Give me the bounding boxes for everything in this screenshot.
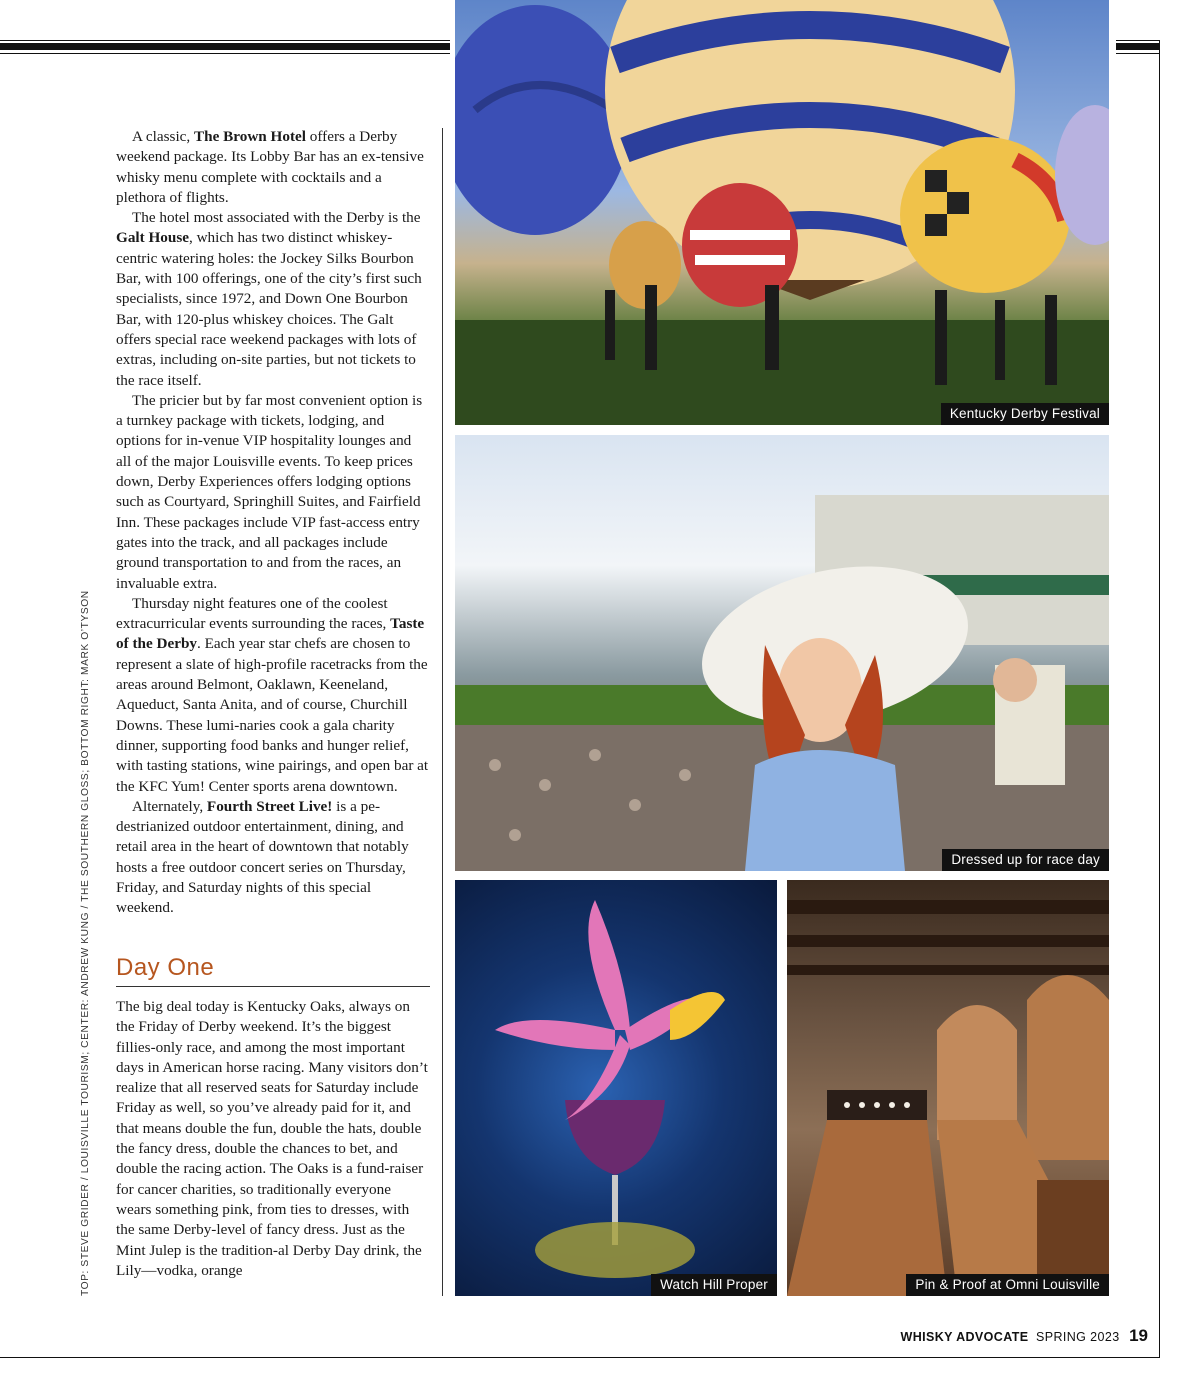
photo-cocktail xyxy=(455,880,777,1296)
paragraph: The big deal today is Kentucky Oaks, always on the Friday of Derby weekend. It’s the biggest fillies-only race, and among the most important days in American horse racing. Many visitors don’t realize that all reserved seats for Saturday include Friday as well, so you’ve already paid for it, and that means double the fun, double the hats, double the fancy dress, double the chances to bet, and double the racing action. The Oaks is a fund-raiser for cancer charities, so traditionally everyone wears something pink, from ties to dresses, with the same Derby-level of fancy dress. Just as the Mint Julep is the tradition-al Derby Day drink, the Lily—vodka, orange xyxy=(116,998,428,1279)
paragraph: Alternately, Fourth Street Live! is a pe-destrianized outdoor entertainment, dining, and retail area in the heart of downtown that notably hosts a free outdoor concert series on Thursday, Friday, and Saturday nights of this special weekend. xyxy=(116,797,409,917)
column-rule xyxy=(442,128,443,1296)
photo-caption: Dressed up for race day xyxy=(942,849,1109,871)
page-footer xyxy=(901,1326,1149,1346)
photo-credit: TOP: STEVE GRIDER / LOUISVILLE TOURISM; CENTER: ANDREW KUNG / THE SOUTHERN GLOSS; BOTTOM RIGHT: MARK O’TYSON xyxy=(80,590,91,1296)
photo-caption: Kentucky Derby Festival xyxy=(941,403,1109,425)
section-title: Day One xyxy=(116,954,215,981)
cocktail-illustration xyxy=(455,880,777,1296)
photo-race-day xyxy=(455,435,1109,871)
photo-balloon-festival xyxy=(455,0,1109,425)
section-heading xyxy=(116,954,430,987)
paragraph: The hotel most associated with the Derby is the Galt House, which has two distinct whiskey-centric watering holes: the Jockey Silks Bourbon Bar, with 100 offerings, one of the city’s first such specialists, since 1972, and Down One Bourbon Bar, with 120-plus whiskey choices. The Galt offers special race weekend packages with lots of extras, including on-site parties, but not tickets to the race itself. xyxy=(116,209,422,389)
page-border-right xyxy=(1159,40,1160,1358)
photo-caption: Watch Hill Proper xyxy=(651,1274,777,1296)
race-day-illustration xyxy=(455,435,1109,871)
issue-date: SPRING 2023 xyxy=(1035,1330,1120,1344)
paragraph: The pricier but by far most convenient option is a turnkey package with tickets, lodging, and options for in-venue VIP hospitality lounges and all of the major Louisville events. To keep prices down, Derby Experiences offers lodging options such as Courtyard, Springhill Suites, and Fairfield Inn. These packages include VIP fast-access entry gates into the track, and all packages include ground transportation to and from the races, an invaluable extra. xyxy=(116,391,423,592)
top-rule-right xyxy=(1116,40,1160,55)
bowling-illustration xyxy=(787,880,1109,1296)
paragraph: A classic, The Brown Hotel offers a Derby weekend package. Its Lobby Bar has an ex-tensive whisky menu complete with cocktails and a plethora of flights. xyxy=(116,128,424,206)
photo-bowling-alley xyxy=(787,880,1109,1296)
body-column-bottom xyxy=(116,997,430,1281)
page-number: 19 xyxy=(1129,1326,1148,1345)
heading-rule xyxy=(116,986,430,987)
balloons-illustration xyxy=(455,0,1109,425)
photo-caption: Pin & Proof at Omni Louisville xyxy=(906,1274,1109,1296)
paragraph: Thursday night features one of the coolest extracurricular events surrounding the races, Taste of the Derby. Each year star chefs are chosen to represent a slate of high-profile racetracks from the areas around Belmont, Oaklawn, Keeneland, Aqueduct, Santa Anita, and of course, Churchill Downs. These lumi-naries cook a gala charity dinner, supporting food banks and hunger relief, with tasting stations, wine pairings, and open bar at the KFC Yum! Center sports arena downtown. xyxy=(116,594,429,795)
body-column-top xyxy=(116,127,430,919)
page-border-bottom xyxy=(0,1357,1160,1358)
top-rule-left xyxy=(0,40,450,55)
magazine-name: WHISKY ADVOCATE xyxy=(900,1330,1029,1344)
